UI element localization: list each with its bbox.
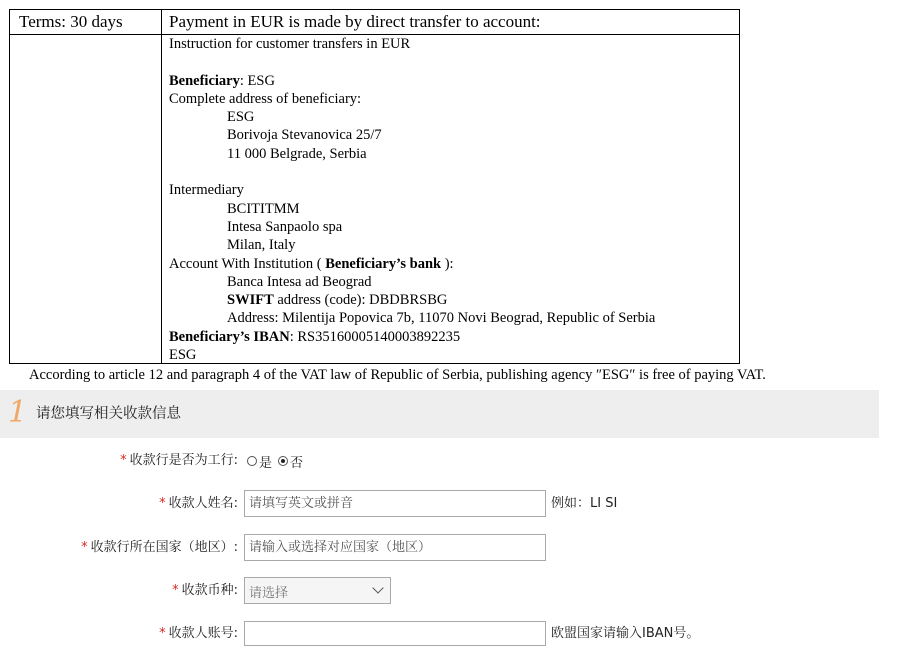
account-with-institution: Account With Institution ( Beneficiary’s bank ): <box>169 255 454 272</box>
payment-instructions <box>169 35 655 364</box>
bank-address: Address: Milentija Popovica 7b, 11070 Novi Beograd, Republic of Serbia <box>227 310 656 327</box>
table-divider <box>161 10 162 363</box>
intermediary-line: BCITITMM <box>227 200 300 217</box>
is-icbc-label: * 收款行是否为工行: <box>120 453 238 468</box>
vat-note: According to article 12 and paragraph 4 of the VAT law of Republic of Serbia, publishing agency ″ESG″ is free of paying VAT. <box>29 367 766 383</box>
account-number-hint: 欧盟国家请输入IBAN号。 <box>551 626 700 641</box>
address-line: 11 000 Belgrade, Serbia <box>227 145 367 162</box>
intermediary-line: Milan, Italy <box>227 237 296 254</box>
radio-no[interactable] <box>278 456 288 466</box>
currency-label: * 收款币种: <box>172 583 238 598</box>
iban-holder: ESG <box>169 347 197 364</box>
bank-name: Banca Intesa ad Beograd <box>227 273 372 290</box>
iban-line: Beneficiary’s IBAN: RS35160005140003892235 <box>169 328 461 345</box>
payee-name-hint: 例如：LI SI <box>551 496 618 511</box>
address-line: ESG <box>227 109 255 126</box>
swift-line: SWIFT address (code): DBDBRSBG <box>227 292 448 309</box>
payment-terms: Terms: 30 days <box>19 12 123 31</box>
section-header <box>0 390 879 438</box>
radio-yes[interactable] <box>247 456 257 466</box>
payee-name-input[interactable] <box>244 490 546 517</box>
bank-country-input[interactable] <box>244 534 546 561</box>
intermediary-label: Intermediary <box>169 182 244 199</box>
radio-option-yes[interactable]: 是 <box>247 452 272 471</box>
account-number-input[interactable] <box>244 621 546 646</box>
chevron-down-icon <box>372 582 383 593</box>
address-line: Borivoja Stevanovica 25/7 <box>227 127 382 144</box>
beneficiary-line: Beneficiary: ESG <box>169 72 275 89</box>
is-icbc-radio-group <box>247 451 309 471</box>
instruction-text: Instruction for customer transfers in EUR <box>169 36 411 52</box>
section-number: 1 <box>8 395 28 430</box>
invoice-table <box>9 9 740 364</box>
radio-option-no[interactable]: 否 <box>278 452 303 471</box>
currency-selected-value: 请选择 <box>249 586 289 601</box>
payee-name-label: * 收款人姓名: <box>159 496 238 511</box>
intermediary-line: Intesa Sanpaolo spa <box>227 218 343 235</box>
account-number-label: * 收款人账号: <box>159 626 238 641</box>
currency-select[interactable] <box>244 577 391 604</box>
address-label: Complete address of beneficiary: <box>169 90 362 107</box>
section-title: 请您填写相关收款信息 <box>36 406 181 422</box>
payment-heading: Payment in EUR is made by direct transfer to account: <box>169 12 541 31</box>
bank-country-label: * 收款行所在国家（地区）: <box>81 540 238 555</box>
